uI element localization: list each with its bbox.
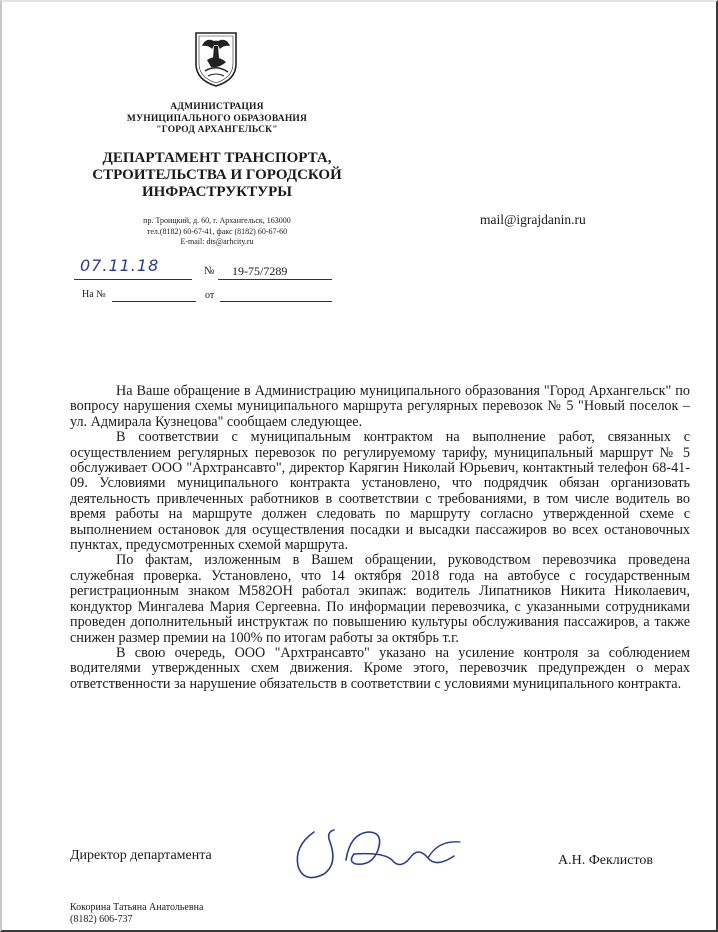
date-underline (74, 278, 192, 280)
reply-date-underline (220, 300, 332, 302)
department-address (72, 216, 362, 248)
admin-line: МУНИЦИПАЛЬНОГО ОБРАЗОВАНИЯ (126, 113, 308, 124)
department-line: ДЕПАРТАМЕНТ ТРАНСПОРТА, (102, 150, 332, 166)
department-line: ИНФРАСТРУКТУРЫ (142, 184, 292, 200)
admin-line: АДМИНИСТРАЦИЯ (170, 102, 264, 112)
handwritten-signature (288, 820, 468, 890)
letter-body (70, 384, 690, 692)
registration-number: 19-75/7289 (232, 264, 288, 278)
reply-date-label: от (205, 290, 215, 301)
body-paragraph: В соответствии с муниципальным контрактом на выполнение работ, связанных с осуществлением регулярных перевозок по регулируемому тарифу, муниципальный маршрут № 5 обслуживает ООО "Архтрансавто", директор Карягин Николай Юрьевич, контактный телефон 68-41-09. Условиями муниципального контракта установлено, что подрядчик обязан организовать деятельность привлеченных работников в соответствии с требованиями, в том числе водитель во время работы на маршруте должен следовать по маршруту согласно утвержденной схеме с выполнением остановок для осуществления посадки и высадки пассажиров во всех остановочных пунктах, предусмотренных схемой маршрута. (70, 429, 690, 554)
registration-date: 07.11.18 (80, 256, 160, 275)
department-header (72, 150, 362, 201)
signatory-title: Директор департамента (70, 848, 212, 863)
reply-number-underline (112, 300, 196, 302)
executor-info (70, 902, 203, 926)
number-label: № (204, 265, 215, 277)
admin-line: "ГОРОД АРХАНГЕЛЬСК" (156, 125, 278, 135)
number-underline (218, 278, 332, 280)
coat-of-arms-icon (193, 30, 239, 88)
signatory-name: А.Н. Феклистов (558, 853, 654, 868)
body-paragraph: В свою очередь, ООО "Архтрансавто" указано на усиление контроля за соблюдением водителями утвержденных схем движения. Кроме этого, перевозчик предупрежден о мерах ответственности за нарушение обязательств в соответствии с условиями муниципального контракта. (70, 644, 690, 692)
body-paragraph: По фактам, изложенным в Вашем обращении, руководством перевозчика проведена служебная проверка. Установлено, что 14 октября 2018 года на автобусе с государственным регистрационным знаком М582ОН работал экипаж: водитель Липатников Никита Николаевич, кондуктор Мингалева Мария Сергеевна. По информации перевозчика, с указанными сотрудниками проведен дополнительный инструктаж по повышению культуры обслуживания пассажиров, а также снижен размер премии на 100% по итогам работы за октябрь т.г. (70, 552, 690, 646)
executor-name: Кокорина Татьяна Анатольевна (70, 902, 204, 913)
address-line: E-mail: dts@arhcity.ru (180, 237, 254, 246)
department-line: СТРОИТЕЛЬСТВА И ГОРОДСКОЙ (92, 167, 342, 183)
administration-header (72, 102, 362, 137)
reply-to-number-label: На № (82, 289, 106, 300)
address-line: тел.(8182) 60-67-41, факс (8182) 60-67-60 (146, 226, 288, 236)
body-paragraph: На Ваше обращение в Администрацию муниципального образования "Город Архангельск" по вопросу нарушения схемы муниципального маршрута регулярных перевозок № 5 "Новый поселок – ул. Адмирала Кузнецова" сообщаем следующее. (70, 383, 690, 430)
executor-phone: (8182) 606-737 (70, 914, 133, 925)
recipient-email: mail@igrajdanin.ru (480, 212, 586, 227)
address-line: пр. Троицкий, д. 60, г. Архангельск, 163000 (143, 216, 291, 225)
